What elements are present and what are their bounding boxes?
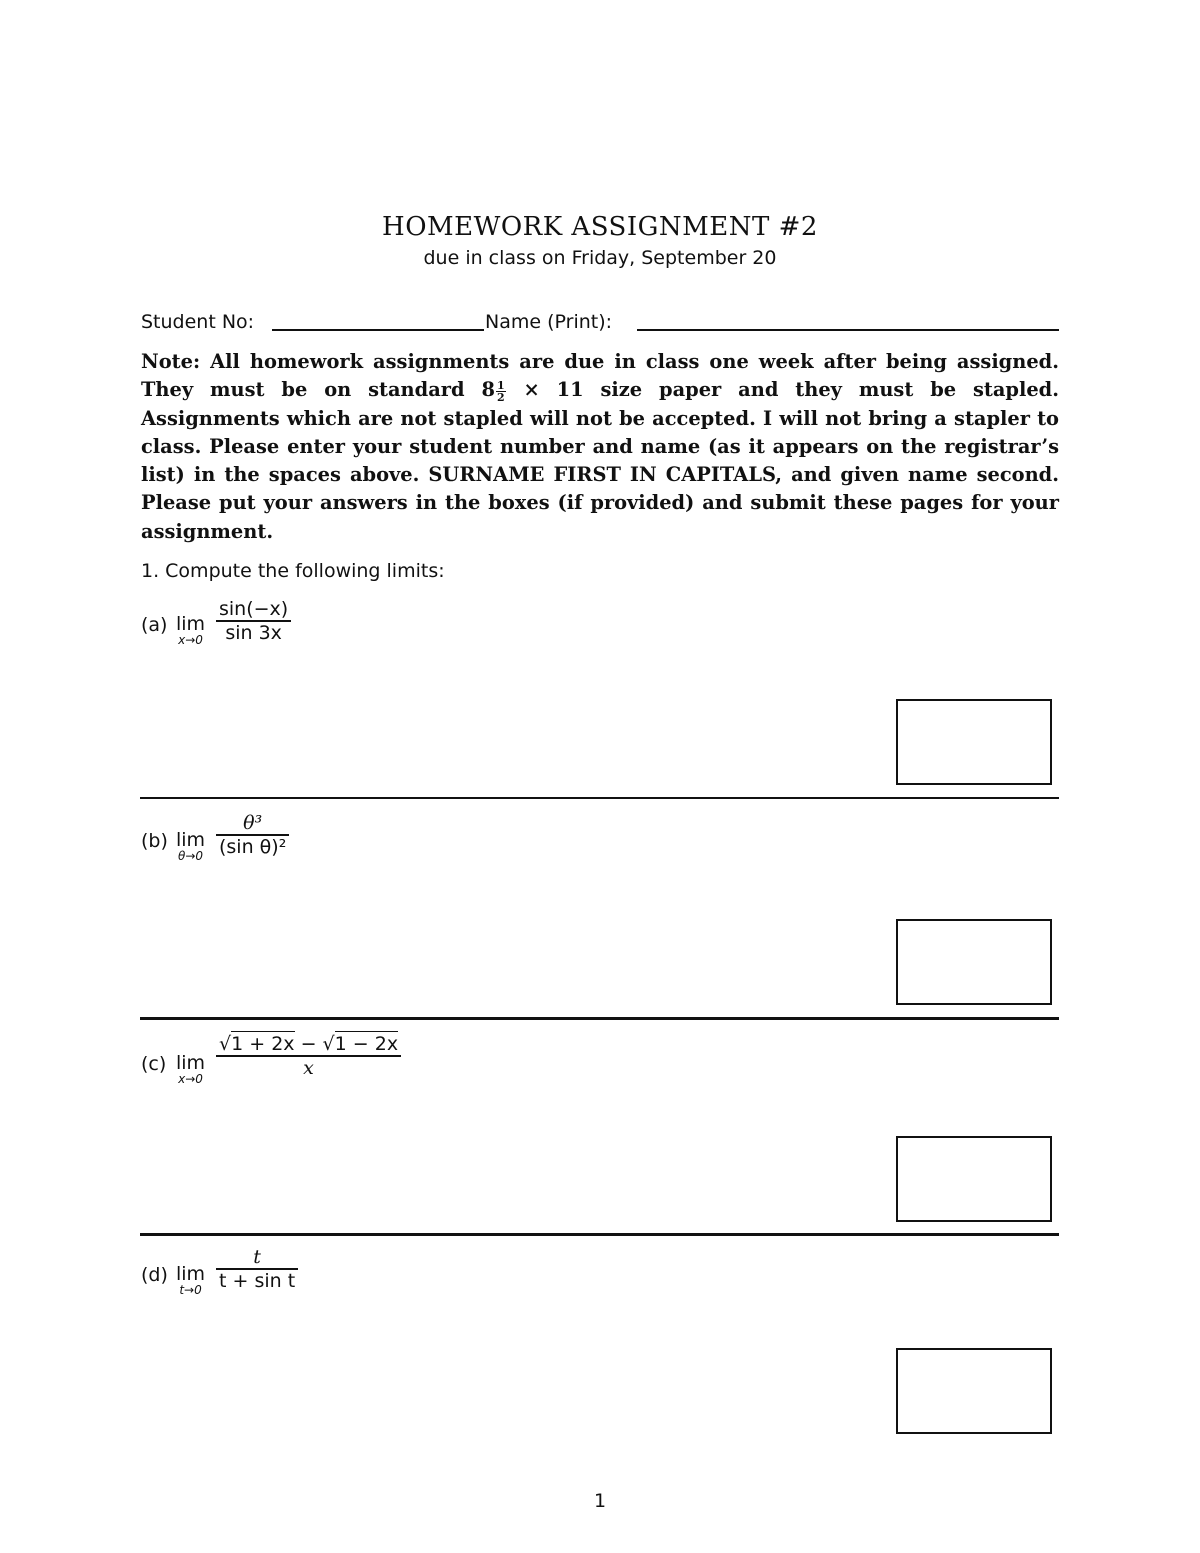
- lim-word: lim: [176, 613, 206, 635]
- page-number: 1: [593, 1490, 607, 1512]
- limit-operator: [176, 1053, 205, 1085]
- lim-subscript: x→0: [178, 633, 203, 647]
- lim-word: lim: [176, 1263, 206, 1285]
- note-rest: × 11 size paper and they must be stapled. Assignments which are not stapled will not be accepted. I will not bring a stapler to class. Please enter your student number and name (as it appears on the registrar’s list) in the spaces above. SURNAME FIRST IN CAPITALS, and given name second. Please put your answers in the boxes (if provided) and submit these pages for your assignment.: [141, 378, 1059, 543]
- answer-box-c[interactable]: [896, 1136, 1052, 1222]
- fraction-denominator: (sin θ)²: [219, 835, 287, 858]
- instructions-note: [141, 348, 1059, 546]
- fraction-numerator: θ³: [243, 812, 263, 834]
- part-c: [141, 1033, 541, 1093]
- part-d: [141, 1246, 541, 1306]
- student-no-field[interactable]: [272, 329, 484, 331]
- lim-subscript: t→0: [179, 1283, 202, 1297]
- minus-sign: −: [294, 1033, 323, 1055]
- page-title: HOMEWORK ASSIGNMENT #2: [382, 212, 818, 242]
- part-label: (c): [141, 1053, 167, 1075]
- limit-fraction: [216, 812, 289, 858]
- name-field[interactable]: [637, 329, 1059, 331]
- root-term-1: 1 + 2x: [231, 1033, 295, 1055]
- root-sign: √: [219, 1033, 232, 1055]
- identification-row: [141, 311, 1061, 339]
- answer-box-a[interactable]: [896, 699, 1052, 785]
- half-numerator: 1: [496, 378, 505, 392]
- limit-operator: [176, 1264, 205, 1296]
- part-label: (b): [141, 830, 168, 852]
- limit-fraction: [216, 1033, 401, 1079]
- answer-box-d[interactable]: [896, 1348, 1052, 1434]
- fraction-denominator: x: [303, 1056, 314, 1079]
- question-intro: 1. Compute the following limits:: [141, 560, 445, 582]
- fraction-numerator: [216, 1033, 401, 1055]
- divider: [140, 1017, 1059, 1020]
- note-lead: Note: All homework assignments are due in class one week after being assigned. They must be on standard 8: [141, 350, 1059, 402]
- fraction-denominator: sin 3x: [225, 621, 282, 644]
- lim-subscript: θ→0: [178, 849, 204, 863]
- student-no-label: Student No:: [141, 311, 255, 333]
- half-fraction: [496, 380, 506, 403]
- fraction-numerator: t: [253, 1246, 261, 1268]
- answer-box-b[interactable]: [896, 919, 1052, 1005]
- part-label: (d): [141, 1264, 168, 1286]
- part-b: [141, 812, 541, 872]
- due-date: due in class on Friday, September 20: [423, 247, 777, 269]
- fraction-denominator: t + sin t: [219, 1269, 296, 1292]
- part-a: [141, 598, 541, 658]
- lim-subscript: x→0: [178, 1072, 203, 1086]
- lim-word: lim: [176, 829, 206, 851]
- divider: [140, 1233, 1059, 1236]
- root-sign: √: [322, 1033, 335, 1055]
- divider: [140, 797, 1059, 799]
- limit-operator: [176, 830, 205, 862]
- name-label: Name (Print):: [485, 311, 613, 333]
- fraction-numerator: sin(−x): [219, 598, 289, 620]
- limit-operator: [176, 614, 205, 646]
- lim-word: lim: [176, 1052, 206, 1074]
- root-term-2: 1 − 2x: [334, 1033, 399, 1055]
- part-label: (a): [141, 614, 168, 636]
- limit-fraction: [216, 1246, 298, 1292]
- limit-fraction: [216, 598, 291, 644]
- half-denominator: 2: [496, 390, 505, 404]
